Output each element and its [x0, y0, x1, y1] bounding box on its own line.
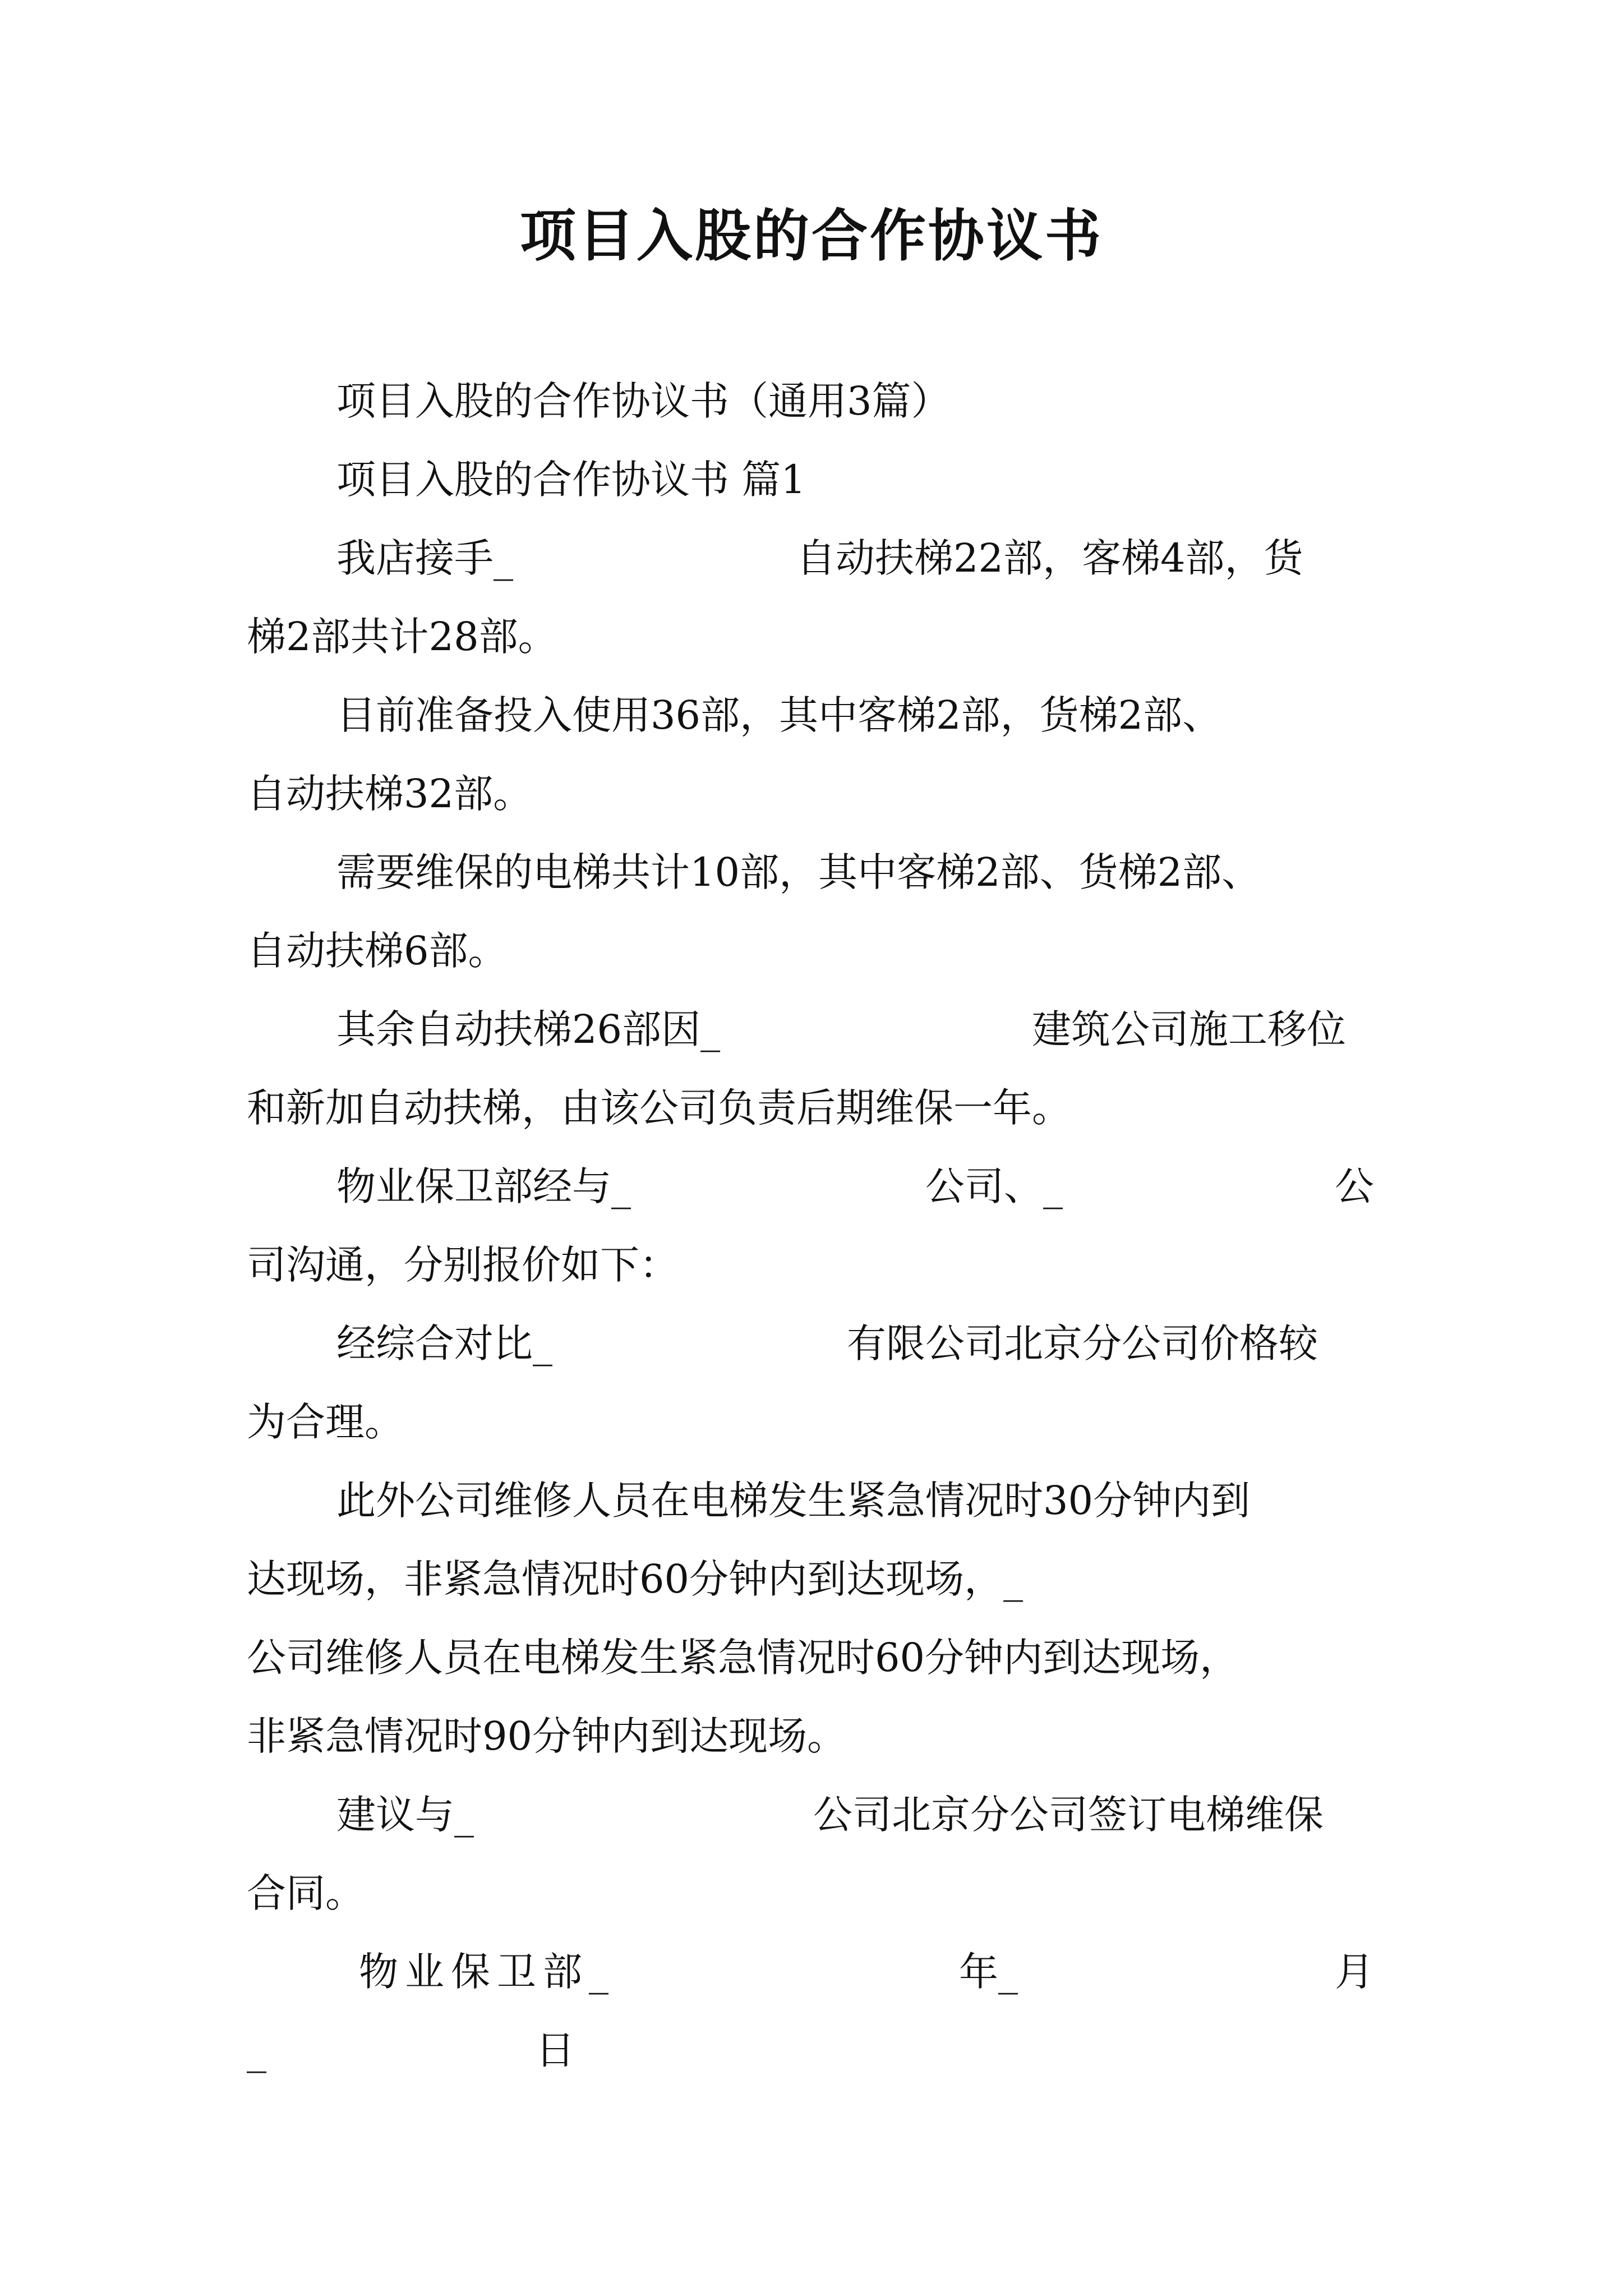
section-heading: 项目入股的合作协议书 篇1	[336, 457, 806, 503]
paragraph-7-line-1: 此外公司维修人员在电梯发生紧急情况时30分钟内到	[336, 1478, 1251, 1524]
paragraph-5-line-1-end: 公	[1335, 1163, 1374, 1209]
paragraph-5-line-1-start: 物业保卫部经与_	[336, 1163, 631, 1209]
paragraph-1-line-1-start: 我店接手_	[336, 535, 513, 581]
paragraph-8-line-2: 合同。	[247, 1870, 365, 1916]
paragraph-2-line-1: 目前准备投入使用36部，其中客梯2部，货梯2部、	[336, 692, 1222, 738]
paragraph-5-line-2: 司沟通，分别报价如下：	[247, 1242, 679, 1288]
paragraph-8-line-1-start: 建议与_	[336, 1792, 474, 1838]
paragraph-3-line-2: 自动扶梯6部。	[247, 928, 508, 974]
paragraph-4-line-2: 和新加自动扶梯，由该公司负责后期维保一年。	[247, 1085, 1071, 1131]
signature-month: 月	[1335, 1949, 1374, 1995]
paragraph-7-line-2: 达现场，非紧急情况时60分钟内到达现场，_	[247, 1556, 1023, 1602]
signature-day: 日	[536, 2027, 575, 2073]
document-title: 项目入股的合作协议书	[520, 203, 1103, 269]
paragraph-6-line-2: 为合理。	[247, 1399, 404, 1445]
paragraph-1-line-1-end: 自动扶梯22部，客梯4部，货	[796, 535, 1303, 581]
document-subtitle: 项目入股的合作协议书（通用3篇）	[336, 378, 951, 424]
signature-department: 物业保卫部_	[359, 1949, 615, 1995]
signature-year: 年_	[959, 1949, 1018, 1995]
paragraph-7-line-3: 公司维修人员在电梯发生紧急情况时60分钟内到达现场，	[247, 1635, 1239, 1681]
paragraph-5-line-1-mid: 公司、_	[925, 1163, 1063, 1209]
paragraph-8-line-1-end: 公司北京分公司签订电梯维保	[813, 1792, 1324, 1838]
paragraph-3-line-1: 需要维保的电梯共计10部，其中客梯2部、货梯2部、	[336, 849, 1261, 895]
paragraph-2-line-2: 自动扶梯32部。	[247, 771, 533, 817]
paragraph-6-line-1-start: 经综合对比_	[336, 1320, 552, 1366]
signature-day-blank: _	[247, 2027, 266, 2073]
paragraph-7-line-4: 非紧急情况时90分钟内到达现场。	[247, 1713, 847, 1759]
paragraph-1-line-2: 梯2部共计28部。	[247, 614, 557, 660]
paragraph-4-line-1-end: 建筑公司施工移位	[1032, 1006, 1346, 1052]
paragraph-6-line-1-end: 有限公司北京分公司价格较	[847, 1320, 1318, 1366]
paragraph-4-line-1-start: 其余自动扶梯26部因_	[336, 1006, 721, 1052]
